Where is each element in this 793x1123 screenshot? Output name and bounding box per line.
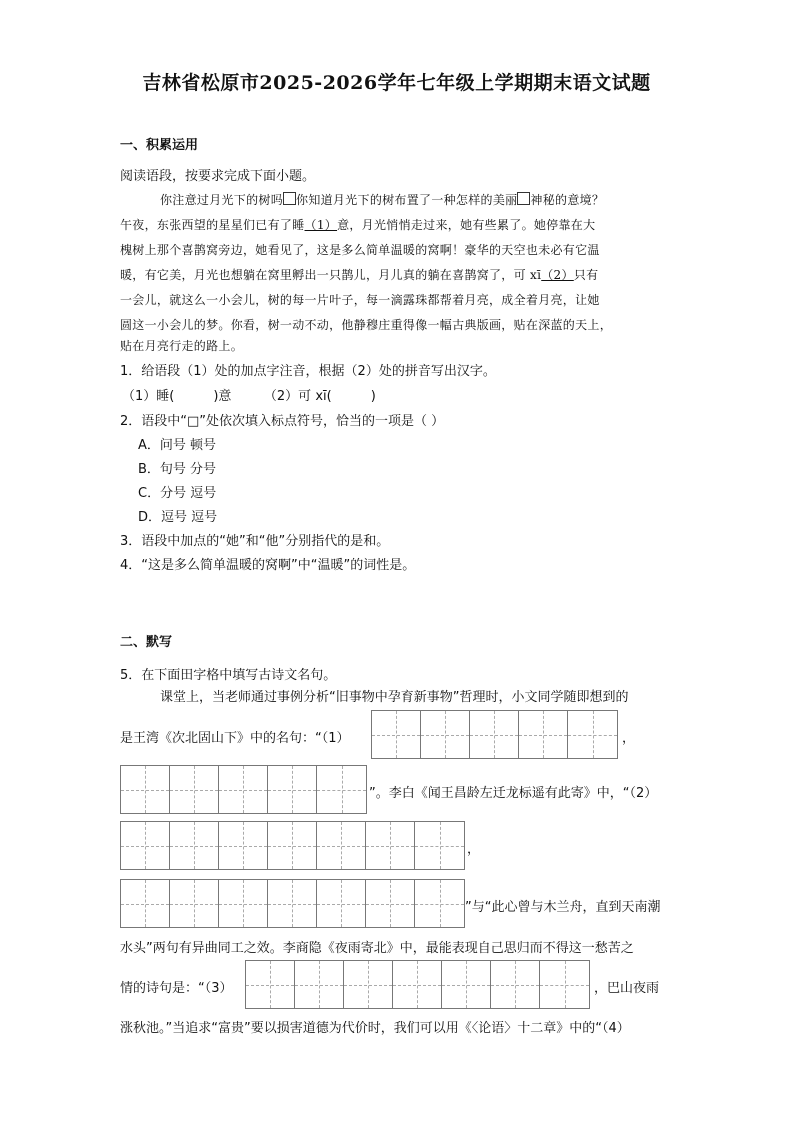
poem-text-line-5: ”与“此心曾与木兰舟，直到天南潮 [465,900,661,915]
option-d: D．逗号 逗号 [138,510,218,525]
page-title: 吉林省松原市2025-2026学年七年级上学期期末语文试题 [142,72,651,94]
poem-text-line-1: 课堂上，当老师通过事例分析“旧事物中孕育新事物”哲理时，小文同学随即想到的 [160,690,629,705]
answer-grid-3[interactable] [245,960,590,1009]
answer-grid-1b[interactable] [120,765,367,814]
question-3: 3．语段中加点的“她”和“他”分别指代的是和。 [120,534,390,549]
passage-line-3: 槐树上那个喜鹊窝旁边，她看见了，这是多么简单温暖的窝啊！豪华的天空也未必有它温 [120,243,600,257]
passage-line-1: 你注意过月光下的树吗 你知道月光下的树布置了一种怎样的美丽 神秘的意境？ [160,193,605,207]
poem-text-line-6: 水头”两句有异曲同工之效。李商隐《夜雨寄北》中，最能表现自己思归而不得这一愁苦之 [120,941,634,956]
punct-blank-box [517,192,530,205]
poem-text-line-3: ”。李白《闻王昌龄左迁龙标遥有此寄》中，“（2） [369,786,658,801]
section-heading-2: 二、默写 [120,635,173,650]
question-5: 5．在下面田字格中填写古诗文名句。 [120,668,337,683]
question-4: 4．“这是多么简单温暖的窝啊”中“温暖”的词性是。 [120,558,416,573]
answer-grid-2a[interactable] [120,821,465,870]
poem-text-line-7: 情的诗句是：“（3） [120,981,233,996]
reading-intro: 阅读语段，按要求完成下面小题。 [120,169,316,184]
poem-text-line-7-end: ，巴山夜雨 [594,981,660,996]
passage-line-5: 一会儿，就这么一小会儿，树的每一片叶子，每一滴露珠都帮着月亮，成全着月亮，让她 [120,293,600,307]
passage-line-4: 暖，有它美，月光也想躺在窝里孵出一只鹊儿，月儿真的躺在喜鹊窝了，可 xī（2）只有 [120,268,599,282]
option-a: A．问号 顿号 [138,438,217,453]
poem-text-line-8: 涨秋池。”当追求“富贵”要以损害道德为代价时，我们可以用《〈论语〉十二章》中的“（4） [120,1021,630,1036]
question-1-subparts: （1）睡( )意 （2）可 xī( ) [122,389,376,404]
section-heading-1: 一、积累运用 [120,138,199,153]
comma-text: ， [467,842,481,857]
option-c: C．分号 逗号 [138,486,217,501]
poem-text-line-2: 是王湾《次北固山下》中的名句：“（1） [120,731,350,746]
passage-line-7: 贴在月亮行走的路上。 [120,339,244,353]
passage-line-6: 圆这一小会儿的梦。你看，树一动不动，他静穆庄重得像一幅古典版画，贴在深蓝的天上， [120,318,613,332]
question-1: 1．给语段（1）处的加点字注音，根据（2）处的拼音写出汉字。 [120,364,496,379]
passage-line-2: 午夜，东张西望的星星们已有了睡（1）意，月光悄悄走过来，她有些累了。她停靠在大 [120,218,596,232]
question-2: 2．语段中“□”处依次填入标点符号，恰当的一项是（ ） [120,414,445,429]
option-b: B．句号 分号 [138,462,217,477]
answer-grid-2b[interactable] [120,879,465,928]
answer-grid-1a[interactable] [371,710,618,759]
punct-blank-box [283,192,296,205]
comma-text: ， [622,731,636,746]
